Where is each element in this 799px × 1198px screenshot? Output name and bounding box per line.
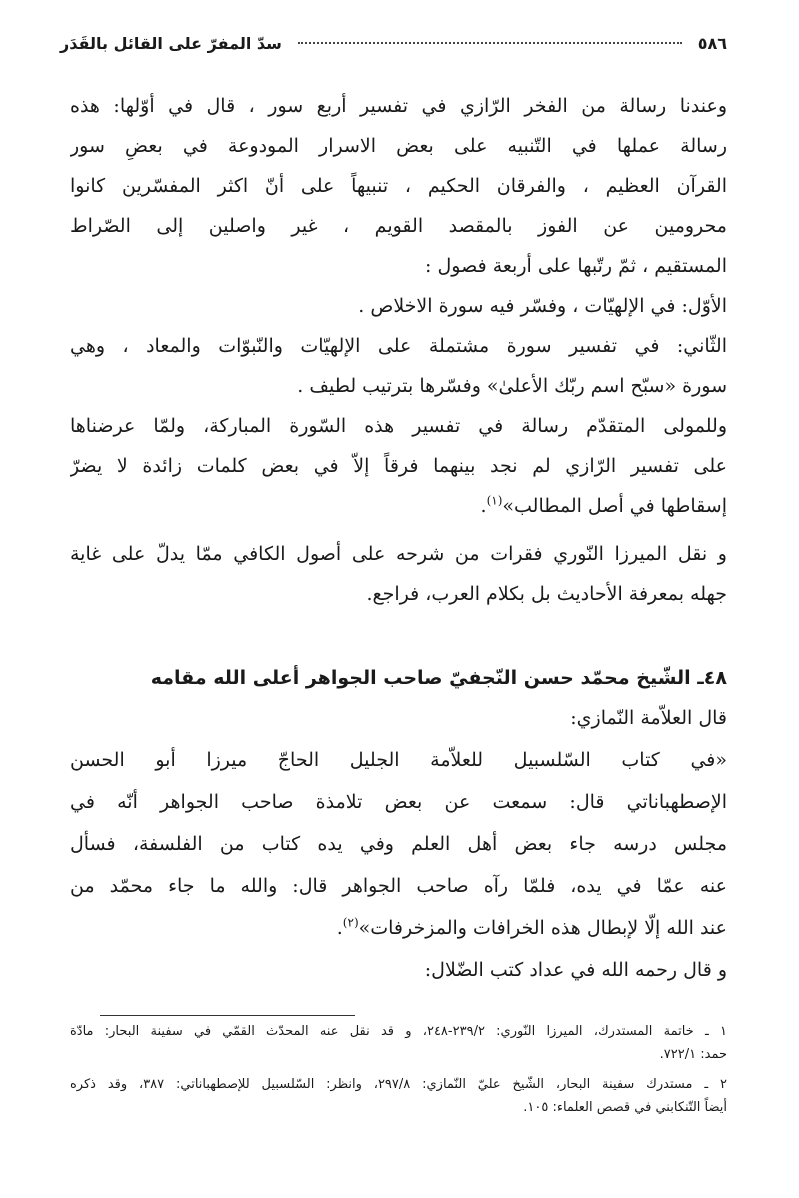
footnote-line: أيضاً التّنكابني في قصص العلماء: ١٠٥.: [523, 1100, 727, 1115]
body-line-with-note: إسقاطها في أصل المطالب»$^{(١)}$.: [480, 493, 727, 517]
body-line: الثّاني: في تفسير سورة مشتملة على الإلهيّات والنّبوّات والمعاد ، وهي: [70, 335, 727, 357]
section-line: قال العلاّمة النّمازي:: [570, 707, 727, 729]
footnote-separator: [100, 1015, 355, 1016]
section-line-with-note: عند الله إلّا لإبطال هذه الخرافات والمزخرفات»$^{(٢)}$.: [336, 915, 727, 939]
body-line: الأوّل: في الإلهيّات ، وفسّر فيه سورة الاخلاص .: [358, 295, 727, 317]
section-line-text: عند الله إلّا لإبطال هذه الخرافات والمزخرفات»: [358, 917, 727, 939]
footnote-line: ١ ـ خاتمة المستدرك، الميرزا النّوري: ٢٣٩/٢-٢٤٨، و قد نقل عنه المحدّث القمّي في سفينة البحار: مادّة: [70, 1024, 727, 1039]
section-line: «في كتاب السّلسبيل للعلاّمة الجليل الحاجّ ميرزا أبو الحسن: [70, 749, 727, 771]
body-line: رسالة عملها في التّنبيه على بعض الاسرار المودوعة في بعضِ سور: [70, 135, 727, 157]
body-line: المستقيم ، ثمّ رتّبها على أربعة فصول :: [425, 255, 727, 277]
body-line-text: إسقاطها في أصل المطالب»: [502, 495, 727, 517]
footnote-line: ٢ ـ مستدرك سفينة البحار، الشّيخ عليّ النّمازي: ٢٩٧/٨، وانظر: السّلسبيل للإصطهباناتي: ٣٨٧، وقد ذكره: [70, 1077, 727, 1092]
section-line: عنه عمّا في يده، فلمّا رآه صاحب الجواهر قال: والله ما جاء محمّد من: [70, 875, 727, 897]
section-line: الإصطهباناتي قال: سمعت عن بعض تلامذة صاحب الجواهر أنّه في: [70, 791, 727, 813]
footnote-line: حمد: ٧٢٢/١.: [659, 1047, 727, 1062]
running-title: سدّ المفرّ على القائل بالقَدَر: [60, 34, 282, 53]
running-header: [60, 34, 727, 60]
body-line: سورة «سبّح اسم ربّك الأعلىٰ» وفسّرها بترتيب لطيف .: [297, 375, 727, 397]
body-line: جهله بمعرفة الأحاديث بل بكلام العرب، فراجع.: [366, 583, 727, 605]
section-line: و قال رحمه الله في عداد كتب الضّلال:: [424, 959, 727, 981]
footnote-ref-1[interactable]: (١): [486, 493, 503, 508]
body-line: القرآن العظيم ، والفرقان الحكيم ، تنبيهاً على أنّ اكثر المفسّرين كانوا: [70, 175, 727, 197]
section-line: مجلس درسه جاء بعض أهل العلم وفي يده كتاب من الفلسفة، فسأل: [70, 833, 727, 855]
body-line: على تفسير الرّازي لم نجد بينهما فرقاً إلاّ في بعض كلمات زائدة لا يضرّ: [70, 455, 727, 477]
header-dot-leader: [298, 42, 682, 44]
body-line: وللمولى المتقدّم رسالة في تفسير هذه السّورة المباركة، ولمّا عرضناها: [70, 415, 727, 437]
body-line: و نقل الميرزا النّوري فقرات من شرحه على أصول الكافي ممّا يدلّ على غاية: [70, 543, 727, 565]
body-line: وعندنا رسالة من الفخر الرّازي في تفسير أربع سور ، قال في أوّلها: هذه: [70, 95, 727, 117]
footnote-ref-2[interactable]: (٢): [342, 915, 359, 930]
section-heading: ٤٨ـ الشّيخ محمّد حسن النّجفيّ صاحب الجواهر أعلى الله مقامه: [150, 667, 727, 689]
page-number: ٥٨٦: [697, 34, 727, 53]
body-line: محرومين عن الفوز بالمقصد القويم ، غير واصلين إلى الصّراط: [70, 215, 727, 237]
